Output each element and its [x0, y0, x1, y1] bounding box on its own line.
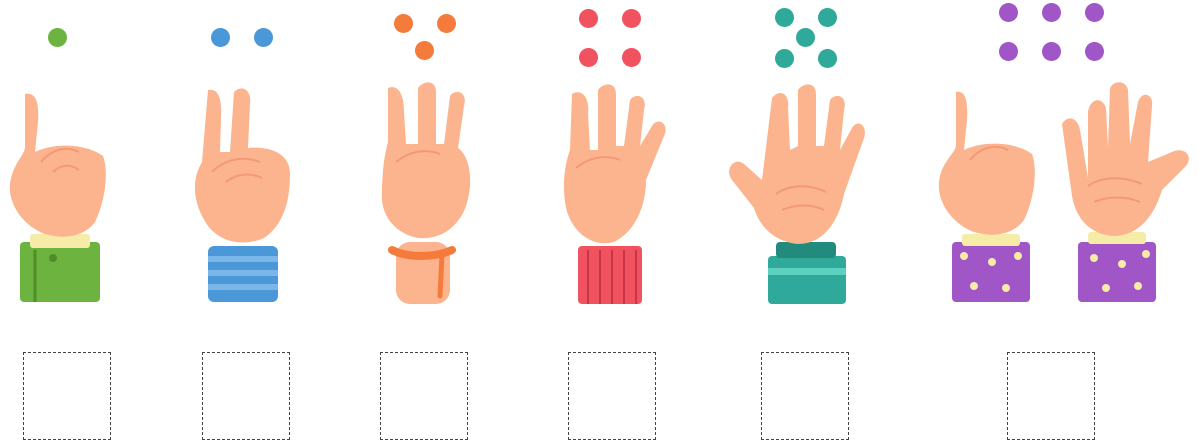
- counting-dot: [1085, 3, 1104, 22]
- counting-dot: [999, 3, 1018, 22]
- answer-box-5[interactable]: [761, 352, 849, 440]
- counting-dot: [1042, 3, 1061, 22]
- counting-dot: [1085, 42, 1104, 61]
- answer-box-1[interactable]: [23, 352, 111, 440]
- counting-dot: [1042, 42, 1061, 61]
- counting-dot: [999, 42, 1018, 61]
- one-finger-hand-icon: [934, 90, 1044, 308]
- answer-box-4[interactable]: [568, 352, 656, 440]
- answer-box-3[interactable]: [380, 352, 468, 440]
- open-hand-icon: [1054, 82, 1196, 308]
- answer-box-2[interactable]: [202, 352, 290, 440]
- answer-box-6[interactable]: [1007, 352, 1095, 440]
